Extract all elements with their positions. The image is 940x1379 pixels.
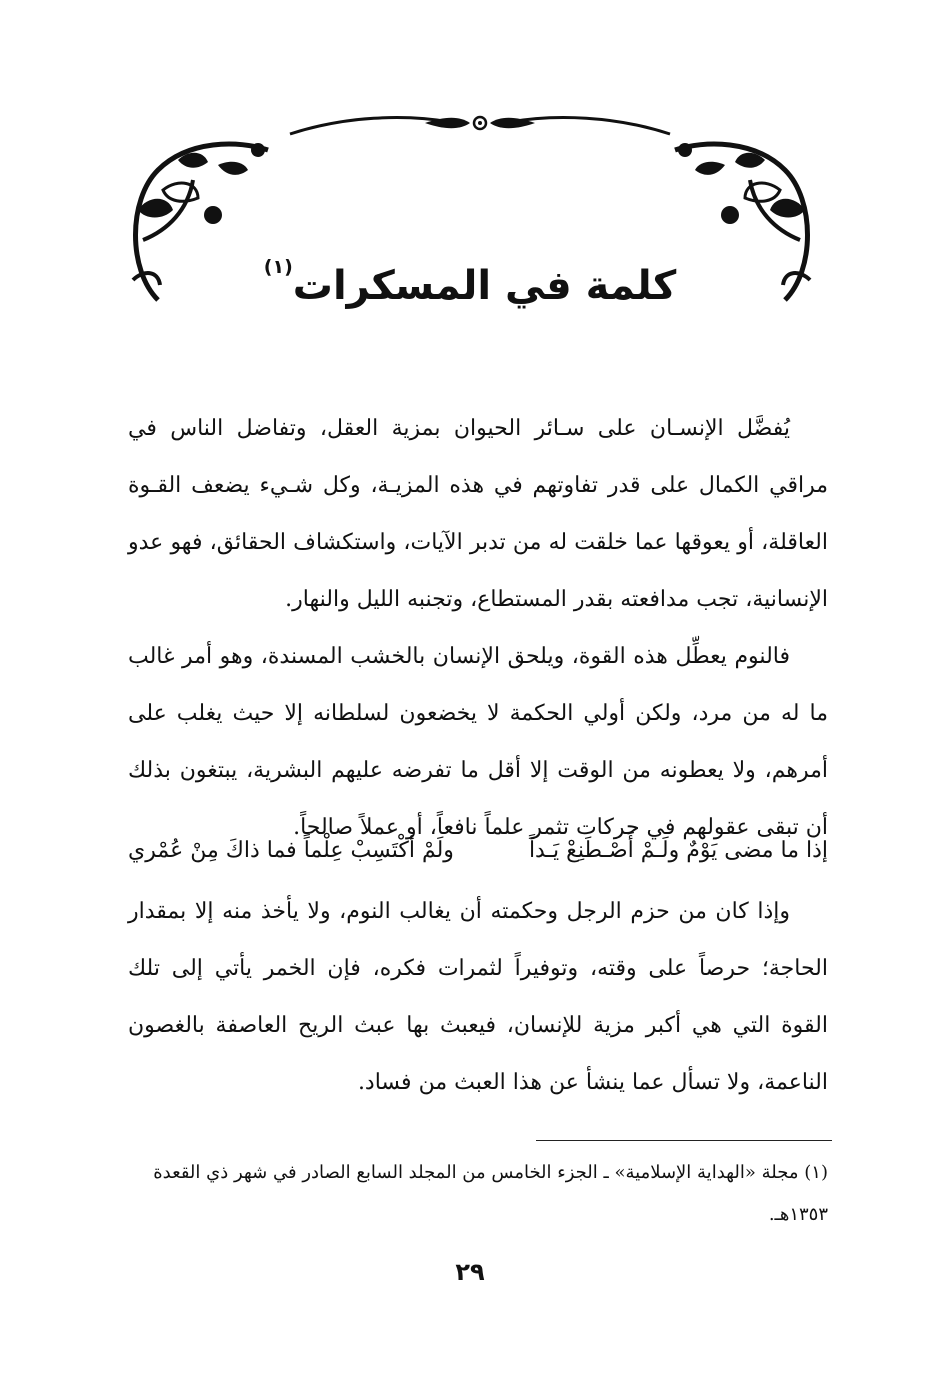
paragraph-1: يُفضَّل الإنسـان على سـائر الحيوان بمزية العقل، وتفاضل الناس في مراقي الكمال على قدر تفاوتهم في هذه المزيـة، وكل شـيء يضعف القـوة العاقلة، أو يعوقها عما خلقت له من تدبر الآيات، واستكشاف الحقائق، فهو عدو الإنسانية، تجب مدافعته بقدر المستطاع، وتجنبه الليل والنهار. <box>128 416 828 612</box>
page-number: ٢٩ <box>455 1258 485 1286</box>
body-text <box>128 400 828 856</box>
verse-hemistich-2: ولَمْ أكْتَسِبْ عِلْماً فما ذاكَ مِنْ عُمْري <box>128 838 454 863</box>
body-text-after-verse <box>128 883 828 1111</box>
footnote-marker: (١) <box>804 1162 828 1183</box>
top-swash-ornament <box>285 108 675 138</box>
title-footnote-marker: (١) <box>263 256 293 278</box>
title-text: كلمة في المسكرات <box>292 263 677 309</box>
paragraph-2: فالنوم يعطِّل هذه القوة، ويلحق الإنسان بالخشب المسندة، وهو أمر غالب ما له من مرد، ولكن أولي الحكمة لا يخضعون لسلطانه إلا حيث يغلب على أمرهم، ولا يعطونه من الوقت إلا أقل ما تفرضه عليهم البشرية، يبتغون بذلك أن تبقى عقولهم في حركات تثمر علماً نافعاً، أو عملاً صالحاً. <box>128 644 828 840</box>
poetry-verse <box>128 822 828 879</box>
footnote-divider <box>536 1140 832 1141</box>
verse-hemistich-1: إذا ما مضى يَوْمٌ ولَـمْ أَصْـطَنِعْ يَـداً <box>528 838 828 863</box>
paragraph-3: وإذا كان من حزم الرجل وحكمته أن يغالب النوم، ولا يأخذ منه إلا بمقدار الحاجة؛ حرصاً على وقته، وتوفيراً لثمرات فكره، فإن الخمر يأتي إلى تلك القوة التي هي أكبر مزية للإنسان، فيعبث بها عبث الريح العاصفة بالغصون الناعمة، ولا تسأل عما ينشأ عن هذا العبث من فساد. <box>128 899 828 1095</box>
page-title <box>0 232 940 321</box>
footnote <box>128 1152 828 1236</box>
footnote-text: مجلة «الهداية الإسلامية» ـ الجزء الخامس من المجلد السابع الصادر في شهر ذي القعدة ١٣٥٣هـ. <box>153 1162 828 1225</box>
